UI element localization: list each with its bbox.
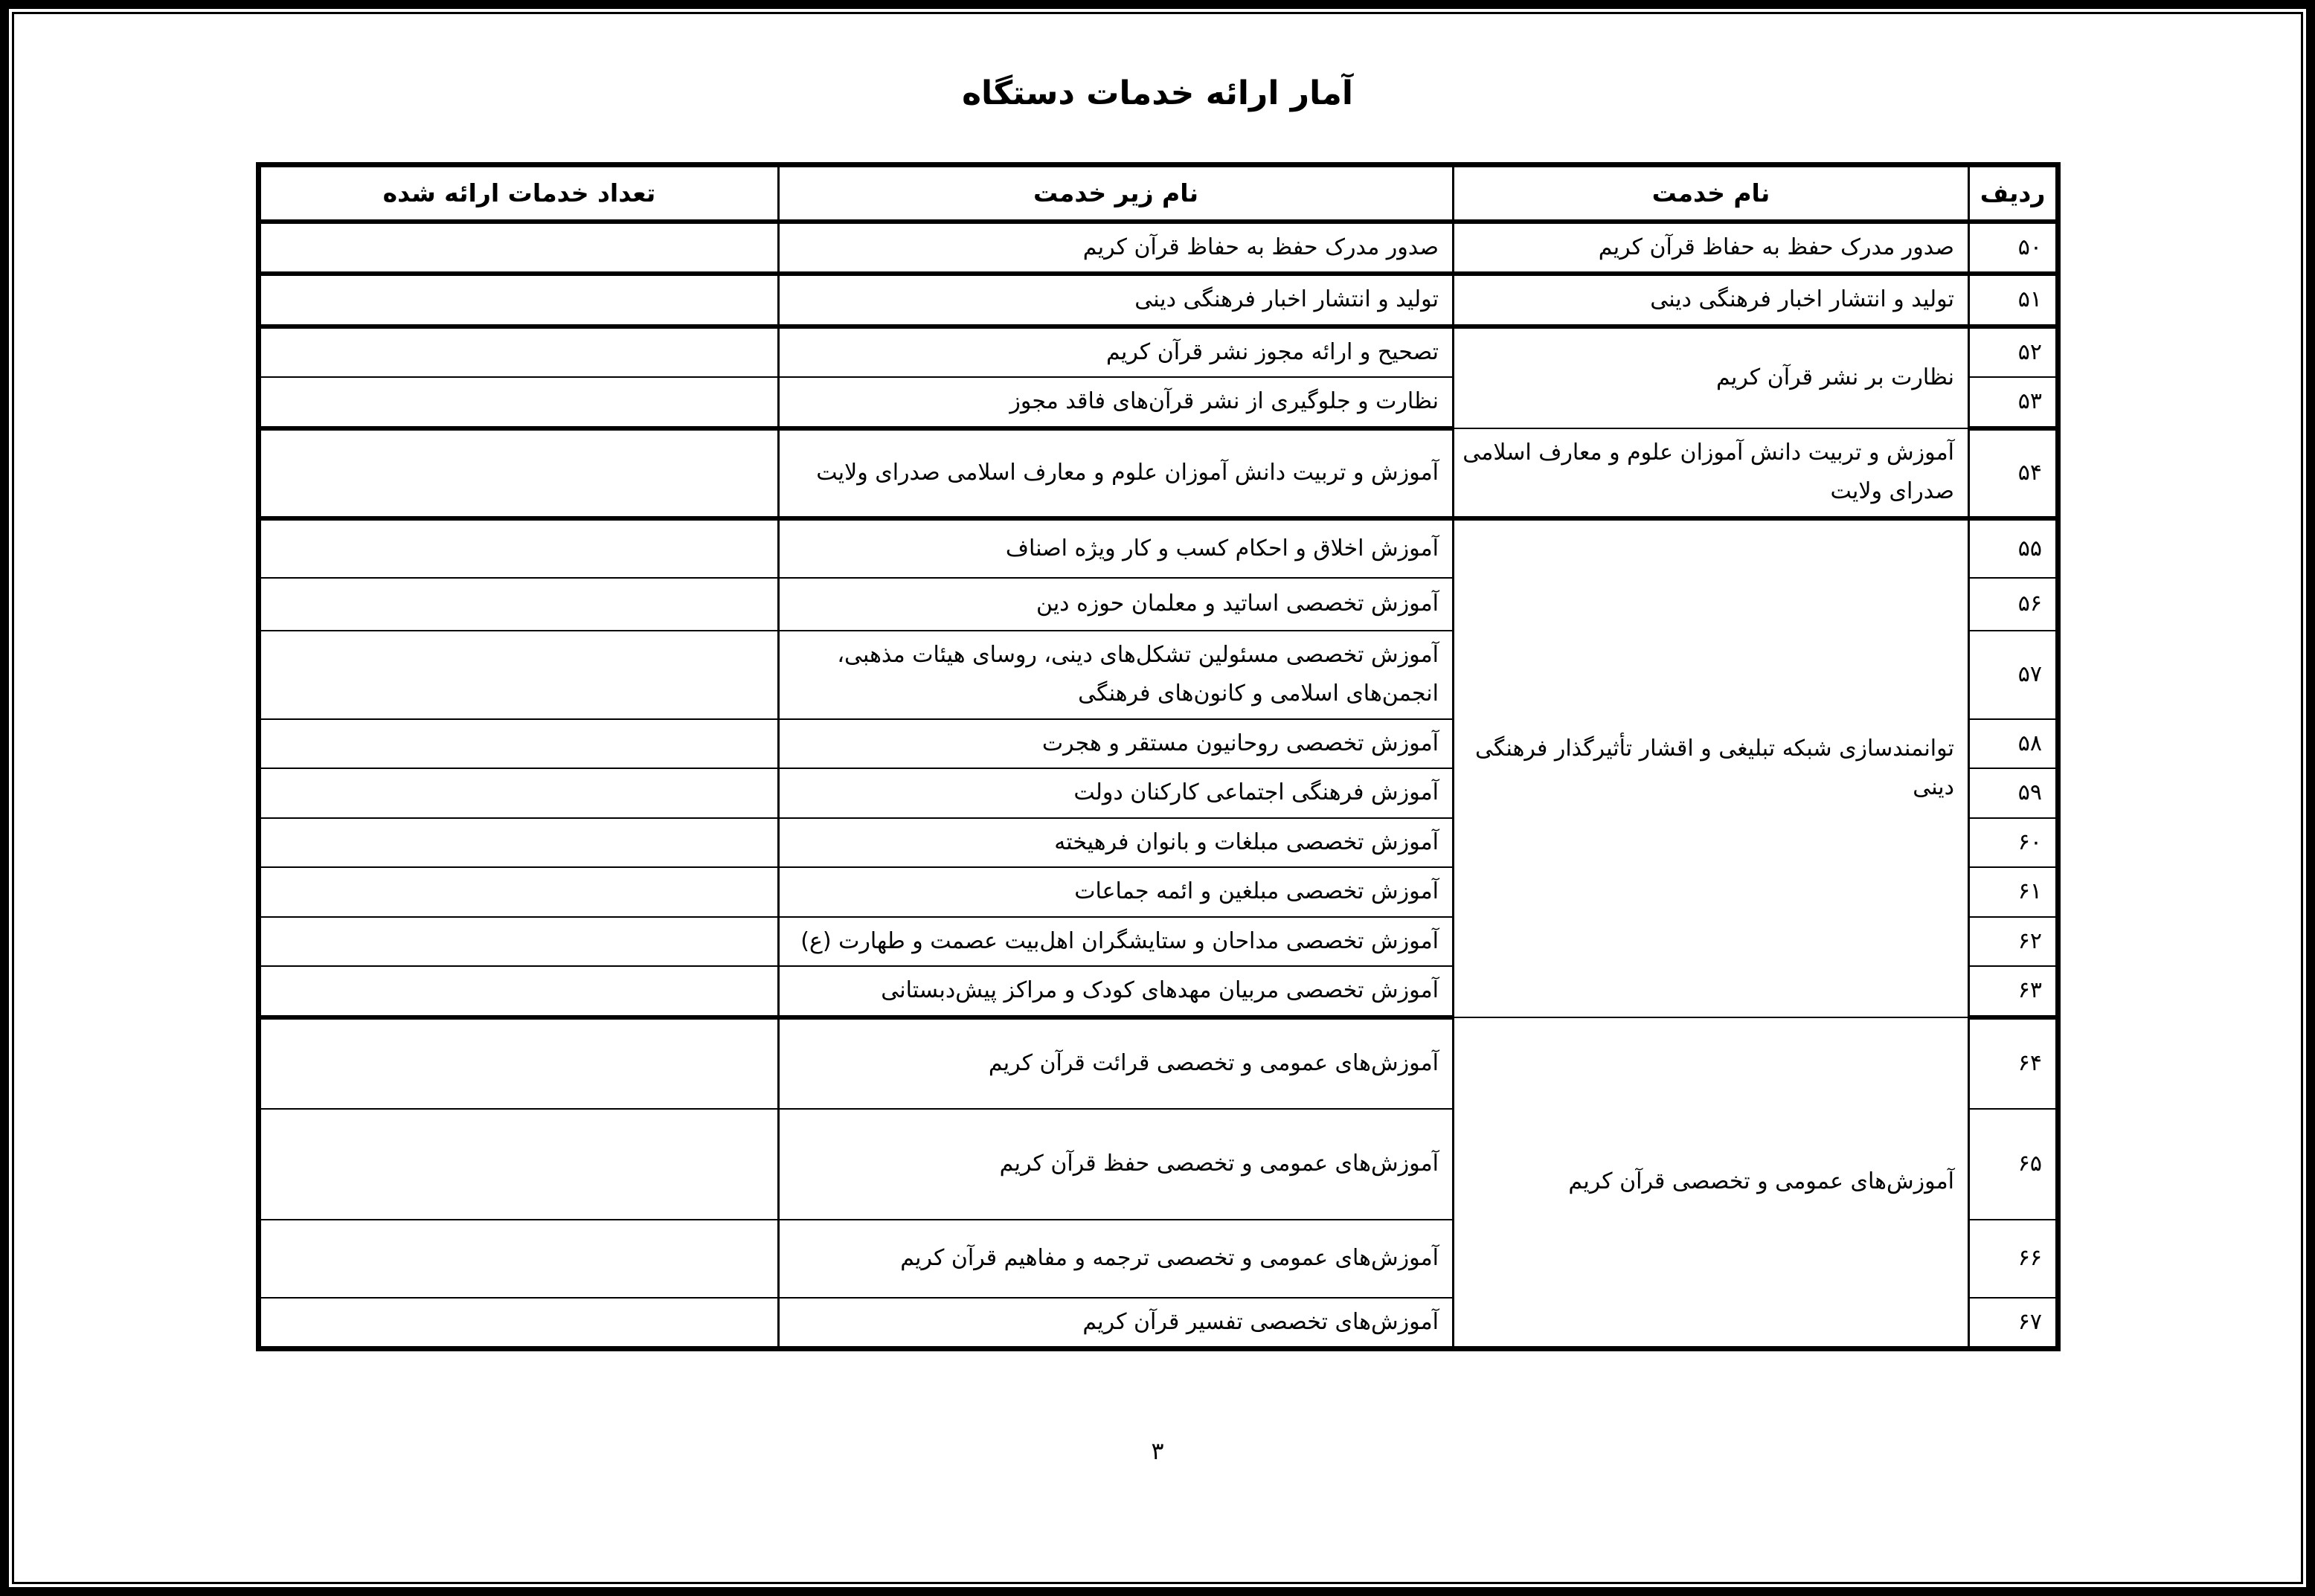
row-number-cell: ۵۱	[1969, 274, 2058, 326]
row-number-cell: ۵۵	[1969, 518, 2058, 578]
sub-service-name-cell: آموزش تخصصی مداحان و ستایشگران اهل‌بیت عصمت و طهارت (ع)	[779, 917, 1454, 967]
count-cell	[259, 377, 779, 428]
row-number-cell: ۵۷	[1969, 631, 2058, 719]
table-row	[259, 274, 2058, 326]
service-name-cell: صدور مدرک حفظ به حفاظ قرآن کریم	[1454, 222, 1969, 274]
service-name-cell: نظارت بر نشر قرآن کریم	[1454, 326, 1969, 428]
count-cell	[259, 966, 779, 1017]
count-cell	[259, 428, 779, 518]
sub-service-name-cell: آموزش‌های تخصصی تفسیر قرآن کریم	[779, 1298, 1454, 1349]
sub-service-name-cell: آموزش تخصصی مبلغات و بانوان فرهیخته	[779, 818, 1454, 868]
count-cell	[259, 274, 779, 326]
sub-service-name-cell: آموزش تخصصی مربیان مهدهای کودک و مراکز پیش‌دبستانی	[779, 966, 1454, 1017]
sub-service-name-cell: آموزش و تربیت دانش آموزان علوم و معارف اسلامی صدرای ولایت	[779, 428, 1454, 518]
count-cell	[259, 1017, 779, 1109]
sub-service-name-cell: آموزش‌های عمومی و تخصصی حفظ قرآن کریم	[779, 1109, 1454, 1220]
sub-service-name-cell: آموزش اخلاق و احکام کسب و کار ویژه اصناف	[779, 518, 1454, 578]
row-number-cell: ۵۸	[1969, 719, 2058, 769]
count-cell	[259, 818, 779, 868]
row-number-cell: ۵۰	[1969, 222, 2058, 274]
count-cell	[259, 768, 779, 818]
count-cell	[259, 1298, 779, 1349]
row-number-cell: ۵۴	[1969, 428, 2058, 518]
header-radif: ردیف	[1969, 165, 2058, 222]
sub-service-name-cell: صدور مدرک حفظ به حفاظ قرآن کریم	[779, 222, 1454, 274]
sub-service-name-cell: آموزش تخصصی روحانیون مستقر و هجرت	[779, 719, 1454, 769]
service-name-cell: آموزش و تربیت دانش آموزان علوم و معارف اسلامی صدرای ولایت	[1454, 428, 1969, 518]
services-table-container	[256, 162, 2061, 1351]
count-cell	[259, 719, 779, 769]
header-service-name: نام خدمت	[1454, 165, 1969, 222]
count-cell	[259, 867, 779, 917]
header-count: تعداد خدمات ارائه شده	[259, 165, 779, 222]
sub-service-name-cell: آموزش تخصصی اساتید و معلمان حوزه دین	[779, 578, 1454, 631]
header-row	[259, 165, 2058, 222]
sub-service-name-cell: آموزش‌های عمومی و تخصصی ترجمه و مفاهیم قرآن کریم	[779, 1220, 1454, 1298]
sub-service-name-cell: آموزش‌های عمومی و تخصصی قرائت قرآن کریم	[779, 1017, 1454, 1109]
sub-service-name-cell: آموزش فرهنگی اجتماعی کارکنان دولت	[779, 768, 1454, 818]
table-row	[259, 428, 2058, 518]
count-cell	[259, 518, 779, 578]
row-number-cell: ۶۴	[1969, 1017, 2058, 1109]
count-cell	[259, 578, 779, 631]
row-number-cell: ۶۷	[1969, 1298, 2058, 1349]
sub-service-name-cell: تولید و انتشار اخبار فرهنگی دینی	[779, 274, 1454, 326]
row-number-cell: ۵۲	[1969, 326, 2058, 378]
count-cell	[259, 1220, 779, 1298]
row-number-cell: ۶۱	[1969, 867, 2058, 917]
row-number-cell: ۵۳	[1969, 377, 2058, 428]
page-number: ۳	[1151, 1437, 1164, 1465]
count-cell	[259, 1109, 779, 1220]
count-cell	[259, 631, 779, 719]
header-sub-service-name: نام زیر خدمت	[779, 165, 1454, 222]
service-name-cell: تولید و انتشار اخبار فرهنگی دینی	[1454, 274, 1969, 326]
row-number-cell: ۶۶	[1969, 1220, 2058, 1298]
table-row	[259, 1017, 2058, 1109]
count-cell	[259, 222, 779, 274]
row-number-cell: ۶۵	[1969, 1109, 2058, 1220]
service-name-cell: آموزش‌های عمومی و تخصصی قرآن کریم	[1454, 1017, 1969, 1349]
sub-service-name-cell: آموزش تخصصی مبلغین و ائمه جماعات	[779, 867, 1454, 917]
page-title: آمار ارائه خدمات دستگاه	[962, 74, 1353, 112]
row-number-cell: ۶۲	[1969, 917, 2058, 967]
row-number-cell: ۵۹	[1969, 768, 2058, 818]
sub-service-name-cell: نظارت و جلوگیری از نشر قرآن‌های فاقد مجوز	[779, 377, 1454, 428]
table-row	[259, 222, 2058, 274]
sub-service-name-cell: آموزش تخصصی مسئولین تشکل‌های دینی، روسای هیئات مذهبی، انجمن‌های اسلامی و کانون‌های فرهنگی	[779, 631, 1454, 719]
count-cell	[259, 326, 779, 378]
services-table	[256, 162, 2061, 1351]
service-name-cell: توانمندسازی شبکه تبلیغی و اقشار تأثیرگذار فرهنگی دینی	[1454, 518, 1969, 1017]
count-cell	[259, 917, 779, 967]
row-number-cell: ۶۰	[1969, 818, 2058, 868]
row-number-cell: ۵۶	[1969, 578, 2058, 631]
row-number-cell: ۶۳	[1969, 966, 2058, 1017]
table-row	[259, 326, 2058, 378]
table-row	[259, 518, 2058, 578]
sub-service-name-cell: تصحیح و ارائه مجوز نشر قرآن کریم	[779, 326, 1454, 378]
